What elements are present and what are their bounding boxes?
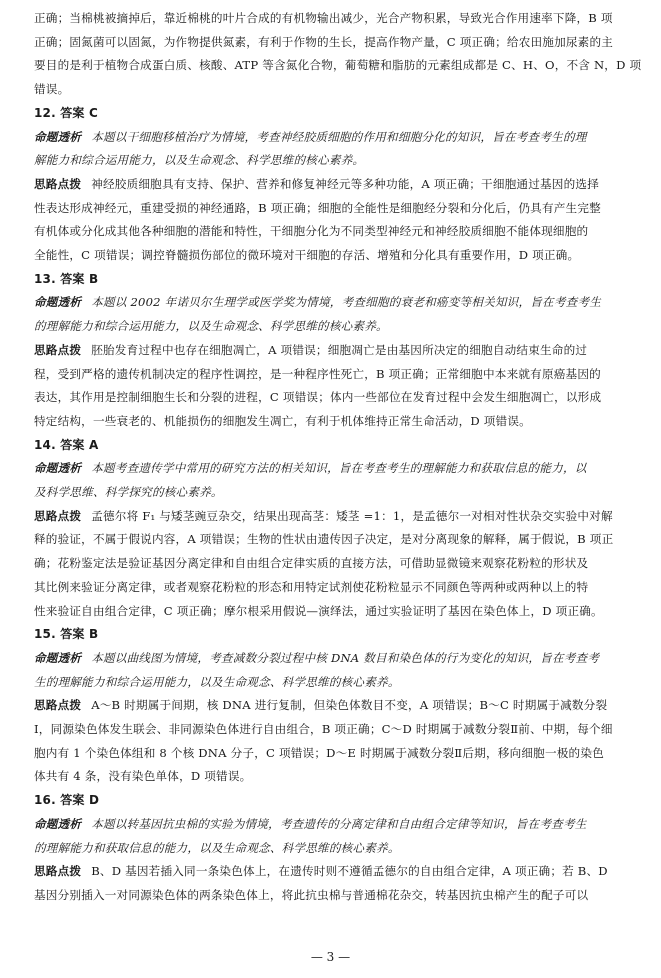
text-line [34,579,588,595]
line-text: Ⅰ，同源染色体发生联会、非同源染色体进行自由组合，B 项正确；C～D 时期属于减数分裂Ⅱ前、中期，每个细 [34,722,613,736]
page-number: — 3 — [310,950,351,964]
answer-heading [34,271,98,287]
text-line [34,508,613,524]
text-line [34,34,613,50]
line-text: 12. 答案 C [34,105,99,120]
text-line [34,294,601,310]
text-line [34,247,579,263]
answer-heading [34,437,99,453]
text-line [34,650,599,666]
line-text: 胚胎发育过程中也存在细胞凋亡，A 项错误；细胞凋亡是由基因所决定的细胞自动结束生命的过 [91,342,588,357]
section-label: 思路点拨 [34,342,82,357]
line-text: A～B 时期属于间期，核 DNA 进行复制，但染色体数目不变，A 项错误；B～C 时期属于减数分裂 [91,698,608,713]
section-label: 命题透析 [34,816,82,831]
line-text: 神经胶质细胞具有支持、保护、营养和修复神经元等多种功能，A 项正确；干细胞通过基因的选择 [91,176,599,191]
text-line [34,389,601,405]
line-text: 性来验证自由组合定律，C 项正确；摩尔根采用假说—演绎法，通过实验证明了基因在染色体上，D 项正确。 [34,603,603,618]
line-text: 解能力和综合运用能力，以及生命观念、科学思维的核心素养。 [34,153,365,168]
section-label: 思路点拨 [34,864,82,879]
section-label: 命题透析 [34,650,82,665]
line-text: 本题以 2002 年诺贝尔生理学或医学奖为情境，考查细胞的衰老和癌变等相关知识，旨在考查考生 [91,295,602,310]
answer-heading [34,105,98,121]
text-line [34,745,604,761]
line-text: 特定结构，一些衰老的、机能损伤的细胞发生凋亡，有利于机体维持正常生命活动，D 项错误。 [34,413,531,428]
line-text: 孟德尔将 F₁ 与矮茎豌豆杂交，结果出现高茎：矮茎 =1：1，是孟德尔一对相对性状杂交实验中对解 [91,508,613,523]
text-line [34,366,601,382]
line-text: 的理解能力和获取信息的能力，以及生命观念、科学思维的核心素养。 [34,840,400,855]
section-label: 命题透析 [34,129,82,144]
text-line [34,223,588,239]
line-text: 生的理解能力和综合运用能力，以及生命观念、科学思维的核心素养。 [34,674,400,689]
line-text: 体共有 4 条，没有染色单体，D 项错误。 [34,769,252,784]
line-text: 16. 答案 D [34,793,100,808]
text-line [34,81,69,97]
text-line [34,816,587,832]
section-label: 命题透析 [34,461,82,476]
text-line [34,603,603,619]
text-line [34,413,531,429]
text-line [34,887,588,903]
text-line [34,200,601,216]
text-line [34,555,588,571]
line-text: 的理解能力和综合运用能力，以及生命观念、科学思维的核心素养。 [34,319,388,334]
line-text: B、D 基因若插入同一条染色体上，在遗传时则不遵循孟德尔的自由组合定律，A 项正确；若 B、D [91,864,608,879]
text-line [34,674,400,690]
text-line [34,129,587,145]
line-text: 程，受到严格的遗传机制决定的程序性调控，是一种程序性死亡，B 项正确；正常细胞中本来就有原癌基因的 [34,366,601,381]
line-text: 有机体或分化成其他各种细胞的潜能和特性，干细胞分化为不同类型神经元和神经胶质细胞不能体现细胞的 [34,224,589,239]
text-line [34,768,251,784]
text-line [34,57,641,73]
line-text: 本题以转基因抗虫棉的实验为情境，考查遗传的分离定律和自由组合定律等知识，旨在考查考生 [91,816,587,831]
text-line [34,697,607,713]
answer-heading [34,792,99,808]
line-text: 全能性，C 项错误；调控脊髓损伤部位的微环境对干细胞的存活、增殖和分化具有重要作用，D 项正确。 [34,248,580,262]
line-text: 本题以干细胞移植治疗为情境，考查神经胶质细胞的作用和细胞分化的知识，旨在考查考生的理 [91,129,587,144]
line-text: 错误。 [34,82,70,97]
section-label: 命题透析 [34,295,82,310]
line-text: 胞内有 1 个染色体组和 8 个核 DNA 分子，C 项错误；D～E 时期属于减数分裂Ⅱ后期，移向细胞一极的染色 [34,745,604,760]
line-text: 本题考查遗传学中常用的研究方法的相关知识，旨在考查考生的理解能力和获取信息的能力，以 [91,461,587,476]
text-line [34,10,613,26]
text-line [34,484,223,500]
answer-heading [34,626,98,642]
line-text: 及科学思维、科学探究的核心素养。 [34,485,223,499]
text-line [34,721,613,737]
line-text: 正确；固氮菌可以固氮，为作物提供氮素，有利于作物的生长，提高作物产量，C 项正确；给农田施加尿素的主 [34,34,614,49]
line-text: 表达，其作用是控制细胞生长和分裂的进程，C 项错误；体内一些部位在发育过程中会发生细胞凋亡，以形成 [34,390,602,405]
text-line [34,152,364,168]
text-line [34,318,388,334]
line-text: 正确；当棉桃被摘掉后，靠近棉桃的叶片合成的有机物输出减少，光合产物积累，导致光合作用速率下降，B 项 [34,11,613,25]
text-line [34,460,587,476]
line-text: 释的验证，不属于假说内容，A 项错误；生物的性状由遗传因子决定，是对分离现象的解释，属于假说，B 项正 [34,532,614,547]
line-text: 基因分别插入一对同源染色体的两条染色体上，将此抗虫棉与普通棉花杂交，转基因抗虫棉产生的配子可以 [34,887,589,902]
line-text: 13. 答案 B [34,271,99,286]
section-label: 思路点拨 [34,176,82,191]
line-text: 确；花粉鉴定法是验证基因分离定律和自由组合定律实质的直接方法，可借助显微镜来观察花粉粒的形状及 [34,556,589,571]
section-label: 思路点拨 [34,698,82,713]
line-text: 15. 答案 B [34,627,99,642]
line-text: 性表达形成神经元，重建受损的神经通路，B 项正确；细胞的全能性是细胞经分裂和分化后，仍具有产生完整 [34,200,601,215]
line-text: 14. 答案 A [34,437,99,452]
text-line [34,840,400,856]
line-text: 要目的是利于植物合成蛋白质、核酸、ATP 等含氮化合物，葡萄糖和脂肪的元素组成都是 C、H、O，不含 N，D 项 [34,58,642,73]
text-line [34,176,599,192]
line-text: 本题以曲线图为情境，考查减数分裂过程中核 DNA 数目和染色体的行为变化的知识，旨在考查考 [91,650,600,665]
section-label: 思路点拨 [34,508,82,523]
text-line [34,863,608,879]
text-line [34,342,587,358]
line-text: 其比例来验证分离定律，或者观察花粉粒的形态和用特定试剂使花粉粒显示不同颜色等两种或两种以上的特 [34,579,589,594]
text-line [34,531,613,547]
